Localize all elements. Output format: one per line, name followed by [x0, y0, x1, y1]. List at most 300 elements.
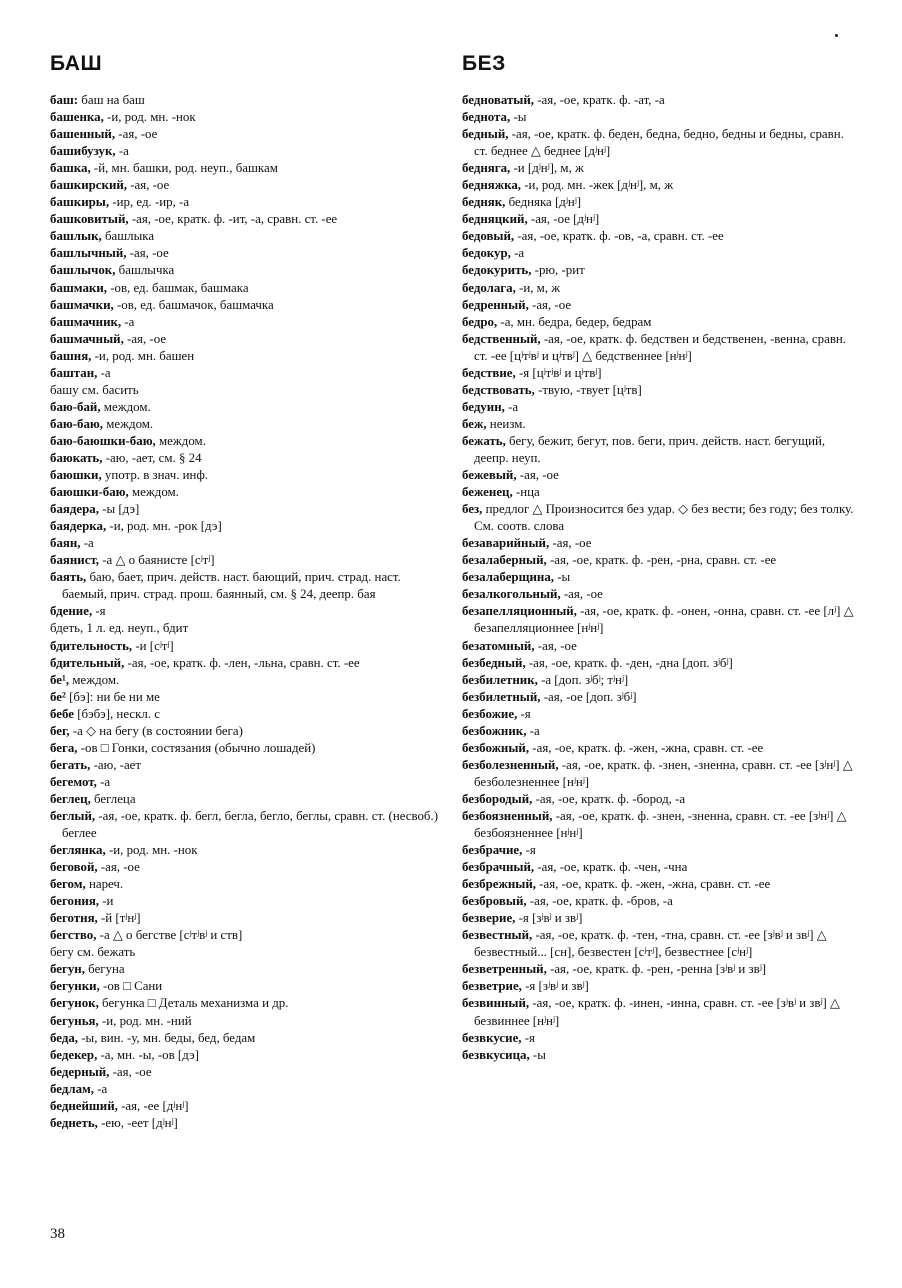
dictionary-entry: [462, 416, 856, 433]
dictionary-entry: [50, 348, 442, 365]
entry-body: [бэбэ], нескл. с: [74, 706, 160, 721]
headword: бегун,: [50, 962, 85, 977]
dictionary-entry: [50, 280, 442, 297]
entry-body: -а △ о баянисте [сʲтʲ]: [99, 553, 215, 568]
dictionary-entry: [50, 177, 442, 194]
headword: беднейший,: [50, 1098, 118, 1113]
headword: бедуин,: [462, 399, 505, 414]
entry-body: -ею, -еет [дʲнʲ]: [97, 1115, 178, 1130]
dictionary-entry: [50, 211, 442, 228]
entry-body: -ов, ед. башмак, башмака: [107, 280, 249, 295]
entry-body: -я [зʲвʲ и звʲ]: [521, 979, 589, 994]
entry-body: -ая, -ое: [560, 587, 603, 602]
right-entries-list: [462, 92, 856, 1064]
entry-body: -й [тʲнʲ]: [97, 911, 141, 926]
headword: башенка,: [50, 110, 104, 125]
dictionary-entry: [50, 501, 442, 518]
entry-body: -а: [504, 399, 519, 414]
dictionary-entry: [462, 893, 856, 910]
entry-body: -ая, -ое: [127, 178, 170, 193]
entry-body: -и [сʲтʲ]: [132, 638, 174, 653]
entry-body: междом.: [155, 433, 206, 448]
dictionary-entry: [50, 791, 442, 808]
headword: бегунок,: [50, 996, 99, 1011]
dictionary-entry: [462, 740, 856, 757]
dictionary-entry: [462, 1030, 856, 1047]
dictionary-entry: [50, 433, 442, 450]
dictionary-entry: [462, 569, 856, 586]
entry-body: бедняка [дʲнʲ]: [505, 195, 582, 210]
dictionary-entry: [50, 706, 442, 723]
entry-body: -ая, -ое, кратк. ф. -жен, -жна, сравн. ст. -ее: [529, 740, 764, 755]
headword: бдение,: [50, 604, 93, 619]
headword: беднота,: [462, 110, 511, 125]
headword: безаварийный,: [462, 536, 550, 551]
dictionary-entry: [50, 297, 442, 314]
headword: бег,: [50, 723, 70, 738]
entry-body: -а: [115, 144, 129, 159]
headword: безбожник,: [462, 723, 527, 738]
headword: башенный,: [50, 127, 116, 142]
dictionary-entry: [50, 365, 442, 382]
entry-body: -а: [121, 314, 135, 329]
entry-body: -ая, -ое, кратк. ф. -ат, -а: [534, 93, 665, 107]
headword: безвкусие,: [462, 1030, 522, 1045]
dictionary-entry: [50, 859, 442, 876]
headword: бедняжка,: [462, 178, 521, 193]
print-speck: [835, 34, 838, 37]
dictionary-entry: [462, 126, 856, 160]
headword: баядерка,: [50, 519, 107, 534]
entry-body: -я: [92, 604, 106, 619]
headword: бегать,: [50, 757, 91, 772]
entry-body: -ая, -ое, кратк. ф. -рен, -рна, сравн. ст. -ее: [546, 553, 777, 568]
dictionary-entry: [462, 160, 856, 177]
entry-body: -ая, -ое, кратк. ф. бегл, бегла, бегло, беглы, сравн. ст. (несвоб.) беглее: [62, 808, 438, 841]
headword: башибузук,: [50, 144, 116, 159]
dictionary-entry: [50, 620, 442, 637]
entry-body: -нца: [512, 485, 540, 500]
headword: башкирский,: [50, 178, 128, 193]
entry-body: -ая, -ое [дʲнʲ]: [527, 212, 600, 227]
headword: башка,: [50, 161, 91, 176]
headword: бедерный,: [50, 1064, 110, 1079]
headword: беженец,: [462, 485, 513, 500]
dictionary-entry: [50, 1013, 442, 1030]
entry-body: междом.: [103, 416, 154, 431]
entry-body: -а: [94, 1081, 108, 1096]
entry-body: -ая, -ое, кратк. ф. -знен, -зненна, сравн. ст. -ее [зʲнʲ] △ безбоязненнее [нʲнʲ]: [474, 808, 847, 841]
dictionary-entry: [462, 331, 856, 365]
dictionary-entry: [462, 501, 856, 535]
entry-body: баю, бает, прич. действ. наст. бающий, прич. страд. наст. баемый, прич. страд. прош. баянный, см. § 24, деепр. бая: [62, 570, 401, 602]
entry-body: -ая, -ое, кратк. ф. -тен, -тна, сравн. ст. -ее [зʲвʲ и звʲ] △ безвестный... [сн], безвестен [сʲтʲ], безвестнее [сʲнʲ]: [474, 928, 827, 960]
headword: бдительный,: [50, 655, 125, 670]
entry-body: -а [доп. зʲбʲ; тʲнʲ]: [537, 672, 629, 687]
entry-body: -ая, -ое, кратк. ф. -инен, -инна, сравн. ст. -ее [зʲвʲ и звʲ] △ безвиннее [нʲнʲ]: [474, 996, 840, 1028]
headword: безапелляционный,: [462, 604, 577, 619]
headword: безбрежный,: [462, 877, 537, 892]
dictionary-entry: [50, 723, 442, 740]
dictionary-entry: [50, 603, 442, 620]
dictionary-entry: [50, 1030, 442, 1047]
headword: баюшки-баю,: [50, 485, 129, 500]
entry-body: -ы: [529, 1047, 546, 1062]
dictionary-entry: [50, 842, 442, 859]
entry-body: -ы, вин. -у, мн. беды, бед, бедам: [78, 1030, 256, 1045]
headword: бедняк,: [462, 195, 506, 210]
entry-body: -и, род. мн. -жек [дʲнʲ], м, ж: [521, 178, 674, 193]
left-running-header: БАШ: [50, 52, 103, 75]
entry-body: -я [зʲвʲ и звʲ]: [515, 911, 583, 926]
headword: безболезненный,: [462, 757, 559, 772]
dictionary-entry: [50, 228, 442, 245]
headword: безбрачный,: [462, 860, 535, 875]
dictionary-entry: [50, 1081, 442, 1098]
dictionary-entry: [462, 978, 856, 995]
entry-body: -й, мн. башки, род. неуп., башкам: [90, 161, 278, 176]
headword: башмаки,: [50, 280, 107, 295]
dictionary-entry: [462, 757, 856, 791]
headword: баю-баюшки-баю,: [50, 433, 156, 448]
dictionary-entry: [462, 297, 856, 314]
entry-body: междом.: [100, 399, 151, 414]
dictionary-entry: [462, 876, 856, 893]
dictionary-entry: [50, 109, 442, 126]
headword: безвинный,: [462, 996, 530, 1011]
dictionary-entry: [462, 484, 856, 501]
entry-body: -а: [526, 723, 540, 738]
dictionary-entry: [50, 893, 442, 910]
entry-body: -ы [дэ]: [98, 502, 140, 517]
headword: безбородый,: [462, 791, 533, 806]
entry-body: -я: [522, 843, 536, 858]
dictionary-entry: [50, 552, 442, 569]
headword: бе¹,: [50, 672, 70, 687]
dictionary-entry: [462, 586, 856, 603]
entry-body: -и, м, ж: [515, 280, 561, 295]
entry-body: башу см. басить: [50, 382, 139, 397]
dictionary-entry: [462, 535, 856, 552]
dictionary-entry: [462, 910, 856, 927]
headword: безветрие,: [462, 979, 522, 994]
entry-body: -ая, -ее [дʲнʲ]: [117, 1098, 189, 1113]
dictionary-entry: [462, 859, 856, 876]
dictionary-entry: [50, 876, 442, 893]
entry-body: -и, род. мн. -ний: [98, 1013, 192, 1028]
dictionary-entry: [462, 177, 856, 194]
dictionary-entry: [50, 518, 442, 535]
headword: бедокурить,: [462, 263, 532, 278]
headword: безбилетник,: [462, 672, 538, 687]
dictionary-entry: [462, 672, 856, 689]
dictionary-entry: [462, 603, 856, 637]
headword: башня,: [50, 348, 92, 363]
dictionary-entry: [50, 262, 442, 279]
entry-body: -я: [521, 1030, 535, 1045]
headword: бе²: [50, 689, 66, 704]
dictionary-entry: [50, 757, 442, 774]
dictionary-entry: [50, 245, 442, 262]
headword: безверие,: [462, 911, 516, 926]
page-number: 38: [50, 1226, 65, 1242]
headword: баядера,: [50, 502, 99, 517]
entry-body: -ов □ Гонки, состязания (обычно лошадей): [77, 740, 316, 755]
dictionary-entry: [50, 638, 442, 655]
headword: бежевый,: [462, 468, 517, 483]
entry-body: -ая, -ое, кратк. ф. -онен, -онна, сравн. ст. -ее [лʲ] △ безапелляционнее [нʲнʲ]: [474, 604, 854, 636]
entry-body: -ая, -ое: [126, 246, 169, 261]
headword: безвестный,: [462, 928, 533, 943]
entry-body: -а △ о бегстве [сʲтʲвʲ и ств]: [96, 928, 243, 943]
dictionary-entry: [50, 672, 442, 689]
entry-body: -а: [80, 536, 94, 551]
headword: башмачки,: [50, 297, 114, 312]
headword: бегом,: [50, 877, 86, 892]
headword: беглец,: [50, 791, 91, 806]
headword: бедокур,: [462, 246, 511, 261]
headword: безатомный,: [462, 638, 535, 653]
dictionary-entry: [50, 450, 442, 467]
headword: безбожный,: [462, 740, 530, 755]
headword: башкиры,: [50, 195, 110, 210]
entry-body: беглеца: [90, 791, 136, 806]
headword: безбожие,: [462, 706, 518, 721]
entry-body: -а ◇ на бегу (в состоянии бега): [69, 723, 243, 738]
dictionary-entry: [50, 808, 442, 842]
entry-body: бегуна: [84, 962, 125, 977]
entry-body: -ая, -ое, кратк. ф. -жен, -жна, сравн. ст. -ее: [536, 877, 771, 892]
dictionary-entry: [462, 92, 856, 109]
headword: беготня,: [50, 911, 98, 926]
entry-body: -ая, -ое, кратк. ф. -знен, -зненна, сравн. ст. -ее [зʲнʲ] △ безболезненнее [нʲнʲ]: [474, 757, 853, 789]
headword: бедняга,: [462, 161, 511, 176]
dictionary-entry: [462, 109, 856, 126]
entry-body: -аю, -ает, см. § 24: [102, 450, 202, 465]
entry-body: -а: [97, 365, 111, 380]
headword: бедренный,: [462, 297, 529, 312]
dictionary-entry: [462, 995, 856, 1029]
dictionary-entry: [462, 245, 856, 262]
headword: башмачник,: [50, 314, 122, 329]
dictionary-entry: [50, 689, 442, 706]
headword: бдительность,: [50, 638, 133, 653]
entry-body: нареч.: [85, 877, 124, 892]
dictionary-entry: [50, 961, 442, 978]
dictionary-entry: [462, 280, 856, 297]
entry-body: -ов, ед. башмачок, башмачка: [113, 297, 274, 312]
entry-body: междом.: [128, 485, 179, 500]
headword: бедняцкий,: [462, 212, 528, 227]
left-column: [50, 52, 442, 1132]
headword: башлык,: [50, 229, 102, 244]
headword: бегунья,: [50, 1013, 99, 1028]
entry-body: -а, мн. бедра, бедер, бедрам: [497, 314, 652, 329]
headword: бедовый,: [462, 229, 515, 244]
dictionary-entry: [50, 331, 442, 348]
entry-body: -ая, -ое, кратк. ф. бедствен и бедственен, -венна, сравн. ст. -ее [цʲтʲвʲ и цʲтвʲ] △ бедственнее [нʲнʲ]: [474, 331, 847, 363]
headword: безветренный,: [462, 962, 547, 977]
entry-body: -я [цʲтʲвʲ и цʲтвʲ]: [515, 365, 602, 380]
entry-body: -ая, -ое: [528, 297, 572, 312]
entry-body: -и, род. мн. -нок: [103, 110, 196, 125]
headword: бедствие,: [462, 365, 516, 380]
dictionary-entry: [50, 910, 442, 927]
headword: бедолага,: [462, 280, 516, 295]
dictionary-entry: [462, 638, 856, 655]
entry-body: -ая, -ое: [516, 468, 559, 483]
entry-body: употр. в знач. инф.: [101, 468, 209, 483]
headword: бегония,: [50, 894, 100, 909]
headword: баш:: [50, 93, 79, 107]
headword: бедекер,: [50, 1047, 98, 1062]
dictionary-entry: [462, 433, 856, 467]
dictionary-entry: [462, 262, 856, 279]
dictionary-entry: [50, 160, 442, 177]
dictionary-entry: [50, 1115, 442, 1132]
dictionary-entry: [462, 655, 856, 672]
headword: безбрачие,: [462, 843, 523, 858]
entry-body: бегу см. бежать: [50, 945, 136, 960]
dictionary-entry: [50, 143, 442, 160]
dictionary-entry: [462, 723, 856, 740]
headword: башковитый,: [50, 212, 129, 227]
dictionary-entry: [462, 211, 856, 228]
headword: безалаберщина,: [462, 570, 554, 585]
entry-body: -ая, -ое, кратк. ф. -бород, -а: [532, 791, 686, 806]
headword: безбоязненный,: [462, 808, 553, 823]
dictionary-entry: [462, 365, 856, 382]
dictionary-entry: [462, 314, 856, 331]
entry-body: -ая, -ое [доп. зʲбʲ]: [540, 689, 637, 704]
headword: безалаберный,: [462, 553, 547, 568]
dictionary-entry: [50, 995, 442, 1012]
dictionary-entry: [462, 961, 856, 978]
dictionary-entry: [462, 467, 856, 484]
entry-body: -ая, -ое, кратк. ф. -чен, -чна: [534, 860, 688, 875]
dictionary-entry: [462, 842, 856, 859]
entry-body: -и: [99, 894, 114, 909]
dictionary-entry: [50, 1098, 442, 1115]
entry-body: -ая, -ое, кратк. ф. -бров, -а: [526, 894, 673, 909]
dictionary-entry: [462, 382, 856, 399]
entry-body: -рю, -рит: [531, 263, 585, 278]
headword: безвкусица,: [462, 1047, 530, 1062]
entry-body: неизм.: [486, 416, 526, 431]
entry-body: -ая, -ое: [534, 638, 577, 653]
dictionary-entry: [50, 484, 442, 501]
entry-body: -и, род. мн. башен: [91, 348, 195, 363]
entry-body: предлог △ Произносится без удар. ◇ без вести; без году; без толку. См. соотв. слова: [474, 502, 854, 534]
entry-body: -ая, -ое, кратк. ф. -ден, -дна [доп. зʲбʲ]: [525, 655, 733, 670]
headword: безбедный,: [462, 655, 526, 670]
dictionary-entry: [50, 92, 442, 109]
headword: бедноватый,: [462, 93, 535, 107]
entry-body: -ая, -ое, кратк. ф. -рен, -ренна [зʲвʲ и звʲ]: [546, 962, 767, 977]
entry-body: -и [дʲнʲ], м, ж: [510, 161, 584, 176]
entry-body: -ая, -ое: [97, 860, 140, 875]
entry-body: башлычка: [115, 263, 175, 278]
entry-body: -и, род. мн. -нок: [105, 843, 198, 858]
dictionary-entry: [462, 194, 856, 211]
dictionary-entry: [50, 535, 442, 552]
dictionary-entry: [50, 978, 442, 995]
entry-body: бдеть, 1 л. ед. неуп., бдит: [50, 621, 189, 636]
headword: беглянка,: [50, 843, 106, 858]
dictionary-entry: [50, 416, 442, 433]
dictionary-entry: [462, 927, 856, 961]
headword: баю-бай,: [50, 399, 101, 414]
headword: безалкогольный,: [462, 587, 561, 602]
left-entries-list: [50, 92, 442, 1132]
dictionary-entry: [462, 706, 856, 723]
dictionary-entry: [50, 927, 442, 944]
entry-body: -ая, -ое: [109, 1064, 152, 1079]
entry-body: -ир, ед. -ир, -а: [109, 195, 190, 210]
entry-body: -ая, -ое, кратк. ф. -ов, -а, сравн. ст. -ее: [514, 229, 724, 244]
headword: баять,: [50, 570, 87, 585]
entry-body: [бэ]: ни бе ни ме: [65, 689, 160, 704]
headword: бебе: [50, 706, 74, 721]
headword: бегунки,: [50, 979, 100, 994]
entry-body: -ая, -ое, кратк. ф. беден, бедна, бедно, бедны и бедны, сравн. ст. беднее △ беднее [дʲнʲ]: [474, 127, 844, 159]
headword: без,: [462, 502, 483, 517]
entry-body: -а, мн. -ы, -ов [дэ]: [97, 1047, 199, 1062]
entry-body: бегунка □ Деталь механизма и др.: [98, 996, 289, 1011]
entry-body: -ов □ Сани: [99, 979, 163, 994]
headword: бедственный,: [462, 331, 541, 346]
headword: бегемот,: [50, 774, 97, 789]
dictionary-entry: [50, 944, 442, 961]
headword: баю-баю,: [50, 416, 103, 431]
headword: беднеть,: [50, 1115, 98, 1130]
headword: баянист,: [50, 553, 100, 568]
headword: безбилетный,: [462, 689, 541, 704]
entry-body: баш на баш: [78, 93, 145, 107]
headword: беда,: [50, 1030, 79, 1045]
entry-body: бегу, бежит, бегут, пов. беги, прич. действ. наст. бегущий, деепр. неуп.: [474, 433, 826, 465]
headword: бедствовать,: [462, 382, 535, 397]
entry-body: -ая, -ое, кратк. ф. -лен, -льна, сравн. ст. -ее: [124, 655, 360, 670]
headword: баюшки,: [50, 468, 102, 483]
dictionary-entry: [462, 228, 856, 245]
dictionary-entry: [462, 791, 856, 808]
right-column: [462, 52, 856, 1064]
dictionary-entry: [50, 126, 442, 143]
dictionary-entry: [462, 689, 856, 706]
entry-body: -а: [510, 246, 525, 261]
entry-body: -ы: [510, 110, 527, 125]
dictionary-entry: [50, 314, 442, 331]
headword: бегство,: [50, 928, 97, 943]
headword: беж,: [462, 416, 487, 431]
entry-body: -ая, -ое: [115, 127, 158, 142]
dictionary-entry: [50, 467, 442, 484]
entry-body: -ая, -ое, кратк. ф. -ит, -а, сравн. ст. -ее: [128, 212, 338, 227]
entry-body: -и, род. мн. -рок [дэ]: [106, 519, 222, 534]
dictionary-entry: [50, 399, 442, 416]
dictionary-entry: [462, 808, 856, 842]
dictionary-entry: [462, 399, 856, 416]
headword: баштан,: [50, 365, 98, 380]
entry-body: -ая, -ое: [123, 331, 167, 346]
entry-body: -я: [517, 706, 531, 721]
entry-body: -аю, -ает: [90, 757, 142, 772]
headword: башлычок,: [50, 263, 116, 278]
entry-body: -ы: [553, 570, 571, 585]
headword: безбровый,: [462, 894, 527, 909]
headword: бедлам,: [50, 1081, 95, 1096]
